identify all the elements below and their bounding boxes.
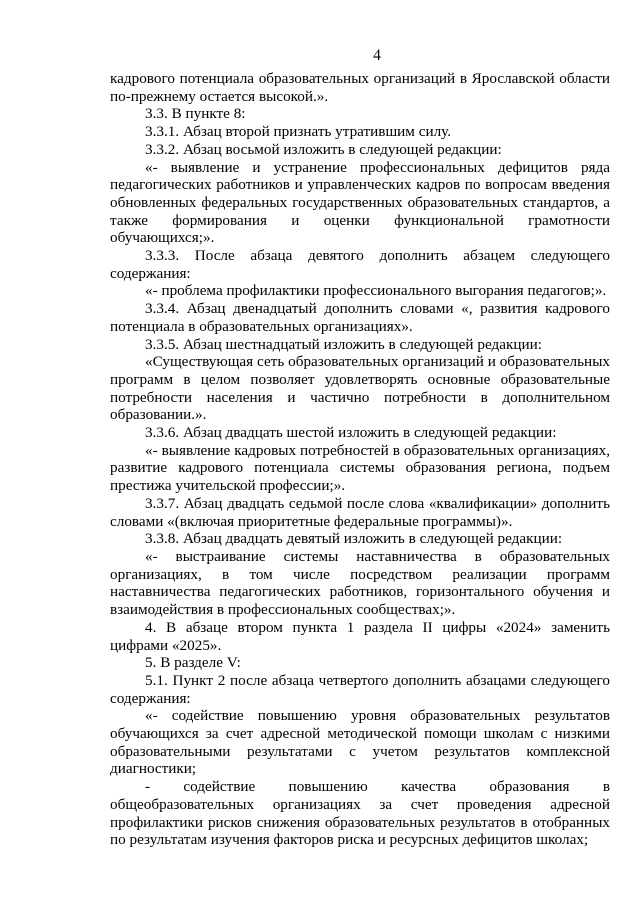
paragraph: 3.3. В пункте 8: — [145, 105, 246, 123]
paragraph: 4. В абзаце втором пункта 1 раздела II цифры «2024» заменить цифрами «2025». — [110, 618, 610, 654]
paragraph: 3.3.1. Абзац второй признать утратившим силу. — [145, 123, 452, 141]
paragraph: 5.1. Пункт 2 после абзаца четвертого дополнить абзацами следующего содержания: — [110, 671, 610, 707]
page-number: 4 — [373, 47, 381, 64]
document-body — [110, 70, 610, 849]
paragraph: - содействие повышению качества образования в общеобразовательных организациях за счет проведения адресной профилактики рисков снижения образовательных результатов в отобранных по результатам изучения факторов риска и ресурсных дефицитов школах; — [110, 778, 610, 849]
paragraph: «- выявление и устранение профессиональных дефицитов ряда педагогических работников и управленческих кадров по вопросам введения обновленных федеральных государственных образовательных стандартов, а также формирования и оценки функциональной грамотности обучающихся;». — [110, 158, 610, 247]
paragraph: «Существующая сеть образовательных организаций и образовательных программ в целом позволяет удовлетворять основные образовательные потребности населения и частично потребности в дополнительном образовании.». — [110, 353, 610, 424]
paragraph: «- выстраивание системы наставничества в образовательных организациях, в том числе посредством реализации программ наставничества педагогических работников, горизонтального обучения и взаимодействия в профессиональных сообществах;». — [110, 547, 610, 619]
paragraph: «- проблема профилактики профессионального выгорания педагогов;». — [145, 282, 607, 300]
paragraph: 3.3.5. Абзац шестнадцатый изложить в следующей редакции: — [145, 335, 542, 353]
paragraph: 3.3.7. Абзац двадцать седьмой после слова «квалификации» дополнить словами «(включая приоритетные федеральные программы)». — [110, 494, 610, 530]
paragraph: 3.3.8. Абзац двадцать девятый изложить в следующей редакции: — [145, 530, 563, 548]
paragraph: 3.3.6. Абзац двадцать шестой изложить в следующей редакции: — [145, 424, 557, 442]
paragraph: 3.3.3. После абзаца девятого дополнить абзацем следующего содержания: — [110, 247, 610, 282]
paragraph: 5. В разделе V: — [145, 654, 241, 672]
paragraph: «- выявление кадровых потребностей в образовательных организациях, развитие кадрового потенциала системы образования региона, подъем престижа учительской профессии;». — [110, 441, 610, 495]
paragraph: «- содействие повышению уровня образовательных результатов обучающихся за счет адресной методической помощи школам с низкими образовательными результатами с учетом результатов комплексной диагностики; — [110, 707, 610, 778]
paragraph: 3.3.4. Абзац двенадцатый дополнить словами «, развития кадрового потенциала в образовательных организациях». — [110, 300, 610, 335]
paragraph: кадрового потенциала образовательных организаций в Ярославской области по-прежнему остается высокой.». — [110, 70, 610, 105]
paragraph: 3.3.2. Абзац восьмой изложить в следующей редакции: — [145, 140, 502, 158]
